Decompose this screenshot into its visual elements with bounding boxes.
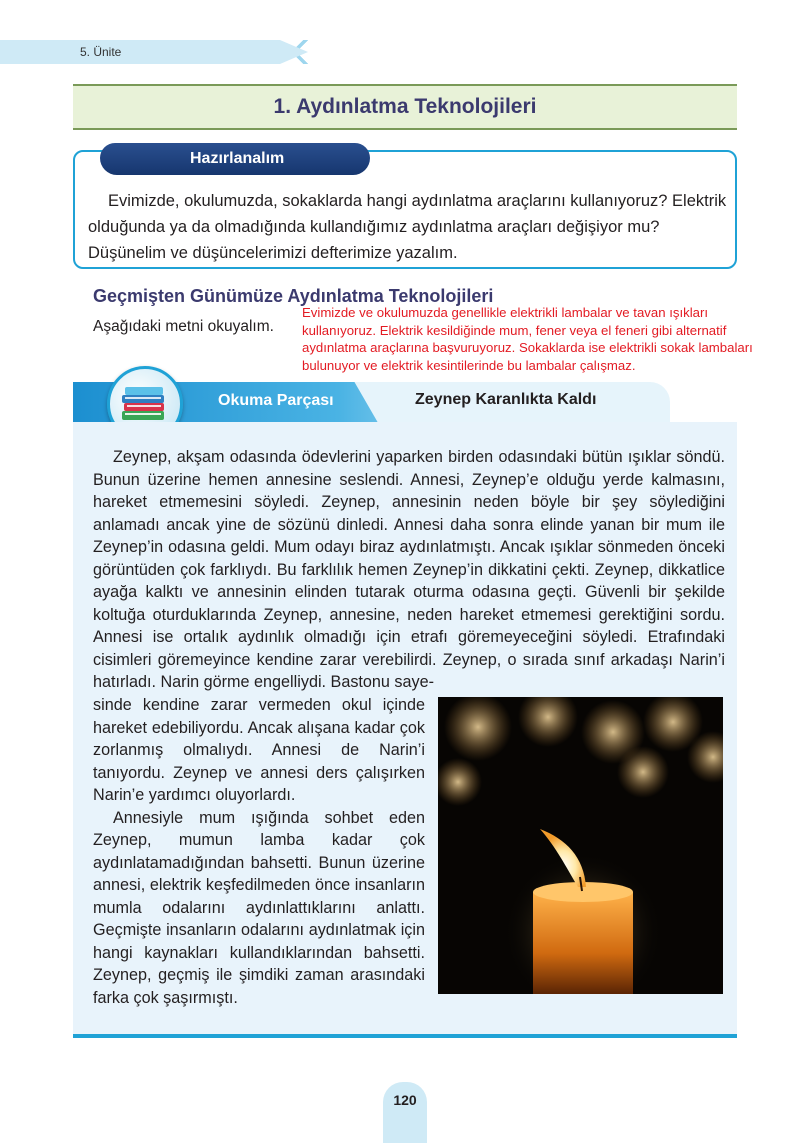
prepare-tab-label: Hazırlanalım [190, 150, 285, 167]
page-number: 120 [393, 1092, 417, 1108]
read-prompt: Aşağıdaki metni okuyalım. [93, 318, 274, 335]
prepare-tab [100, 143, 370, 175]
page-title: 1. Aydınlatma Teknolojileri [273, 95, 537, 118]
reading-bottom-rule [73, 1034, 737, 1038]
chevron-icon [288, 40, 310, 64]
unit-label: 5. Ünite [80, 45, 122, 59]
reading-band-label: Okuma Parçası [218, 392, 334, 409]
story-title: Zeynep Karanlıkta Kaldı [415, 391, 597, 408]
answer-text: Evimizde ve okulumuzda genellikle elektrikli lambalar ve tavan ışıkları kullanıyoruz. Elektrik kesildiğinde mum, fener veya el feneri gibi alternatif aydınlatma araçlarına başvuruyoruz. Sokaklarda ise elektrikli sokak lambaları bulunuyor ve elektrik kesintilerinde bu lambalar çalışmaz. [302, 305, 753, 373]
reading-paragraph-2: Annesiyle mum ışığında sohbet eden Zeynep, mumun lamba kadar çok aydınlatamadığından bahsetti. Bunun üzerine annesi, elektrik keşfedilmeden önce insanların mumla odalarını aydınlattıklarını anlattı. Geçmişte insanların odalarını aydınlatmak için hangi kaynakları kullandıklarından bahsetti. Zeynep, geçmiş ile şimdiki zaman arasındaki farka çok şaşırmıştı. [93, 808, 425, 1007]
reading-paragraph-1 [93, 446, 725, 694]
title-bar [73, 84, 737, 130]
reading-flow-text [93, 694, 425, 1009]
section-heading: Geçmişten Günümüze Aydınlatma Teknolojileri [93, 286, 494, 306]
reading-paragraph-1-text: Zeynep, akşam odasında ödevlerini yaparken birden odasındaki bütün ışıklar söndü. Bunun üzerine hemen annesine seslendi. Annesi, Zeynep’e olduğu yerde kalmasını, hareket etmemesini söyledi. Zeynep, annesinin neden böyle bir şey söylediğini anlamadı ancak yine de sözünü dinledi. Annesi daha sonra elinde yanan bir mum ile Zeynep’in odasına geldi. Mum odayı biraz aydınlatmıştı. Ancak ışıklar sönmeden önceki görüntüden çok farklıydı. Bu farklılık hemen Zeynep’in dikkatini çekti. Zeynep, dikkatlice ayağa kalktı ve annesinin elinden tutarak oturma odasına geçti. Güvenli bir şekilde koltuğa oturduklarında Zeynep, annesine, neden hareket etmemesi gerektiğini sordu. Annesi ise ortalık aydınlık olmadığı için etrafı göremeyeceğini söyledi. Etrafındaki cisimleri göremeyince kendine zarar verebilirdi. Zeynep, o sırada sınıf arkadaşı Narin’i hatırladı. Narin görme engelliydi. Bastonu saye- [93, 448, 725, 691]
reading-paragraph-1-cont: sinde kendine zarar vermeden okul içinde hareket edebiliyordu. Ancak alışana kadar çok zorlanmış olmalıydı. Annesi de Narin’i tanıyordu. Zeynep ve annesi ders çalışırken Narin’e yardımcı oluyorlardı. [93, 696, 425, 804]
candle-image [438, 697, 723, 994]
unit-tab [0, 40, 280, 64]
prepare-text: Evimizde, okulumuzda, sokaklarda hangi aydınlatma araçlarını kullanıyoruz? Elektrik olduğunda ya da olmadığında kullandığımız aydınlatma araçları değişiyor mu? Düşünelim ve düşüncelerimizi defterimize yazalım. [88, 192, 727, 262]
candle-photo [438, 697, 723, 994]
